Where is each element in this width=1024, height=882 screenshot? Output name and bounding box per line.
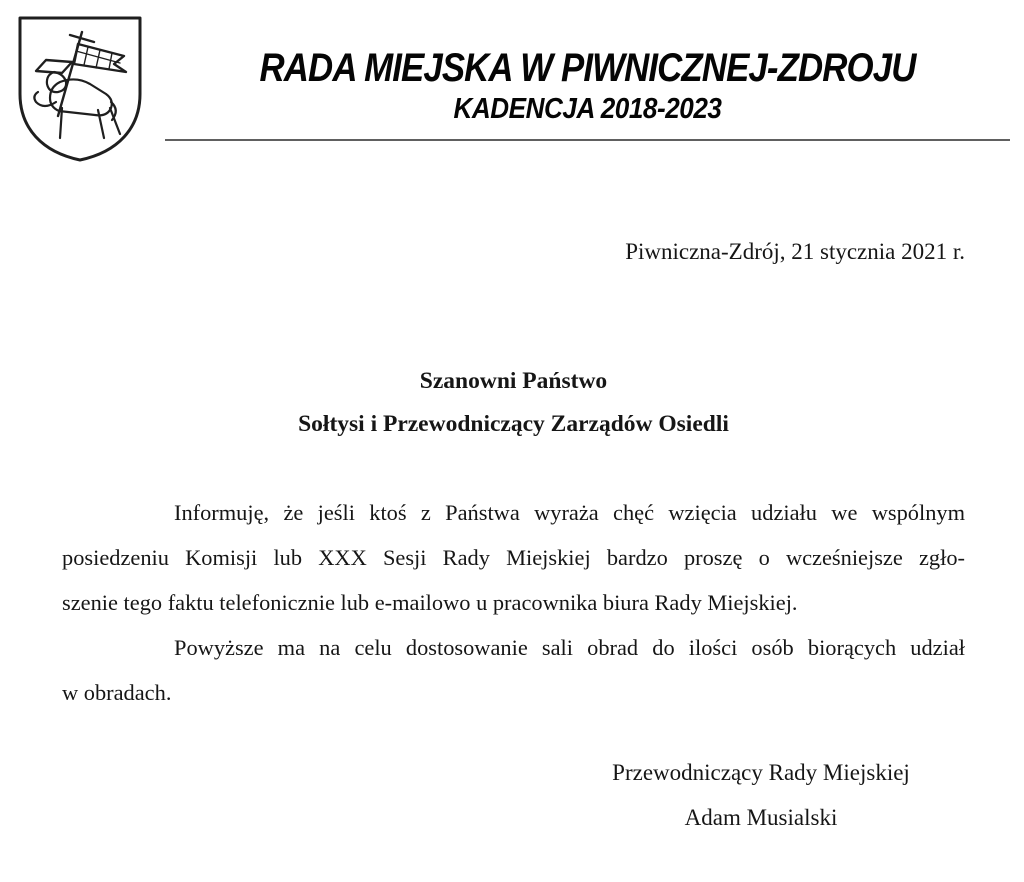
- body-line: posiedzeniu Komisji lub XXX Sesji Rady Miejskiej bardzo proszę o wcześniejsze zgło-: [62, 545, 965, 570]
- organization-title: RADA MIEJSKA W PIWNICZNEJ-ZDROJU: [259, 46, 916, 90]
- coat-of-arms: [16, 14, 144, 166]
- header-divider: [165, 139, 1010, 141]
- term-subtitle: KADENCJA 2018-2023: [453, 93, 722, 125]
- signature-block: [571, 750, 951, 840]
- body-line: Informuję, że jeśli ktoś z Państwa wyraża chęć wzięcia udziału we wspólnym: [174, 500, 965, 525]
- salutation: [62, 360, 965, 446]
- signature-name: Adam Musialski: [684, 805, 838, 830]
- salutation-line-1: Szanowni Państwo: [419, 368, 608, 394]
- lamb-bent-leg: [34, 92, 56, 106]
- body-line: Powyższe ma na celu dostosowanie sali obrad do ilości osób biorących udział: [174, 635, 965, 660]
- body-line: szenie tego faktu telefonicznie lub e-mailowo u pracownika biura Rady Miejskiej.: [62, 590, 798, 615]
- salutation-line-2: Sołtysi i Przewodniczący Zarządów Osiedli: [298, 411, 729, 437]
- signature-role: Przewodniczący Rady Miejskiej: [612, 760, 910, 785]
- dateline: Piwniczna-Zdrój, 21 stycznia 2021 r.: [625, 239, 965, 264]
- letter-body: [62, 490, 965, 715]
- body-line: w obradach.: [62, 680, 172, 705]
- lamb-body: [50, 79, 112, 115]
- lamb-front-leg: [60, 108, 62, 138]
- letterhead-text: [165, 46, 1010, 128]
